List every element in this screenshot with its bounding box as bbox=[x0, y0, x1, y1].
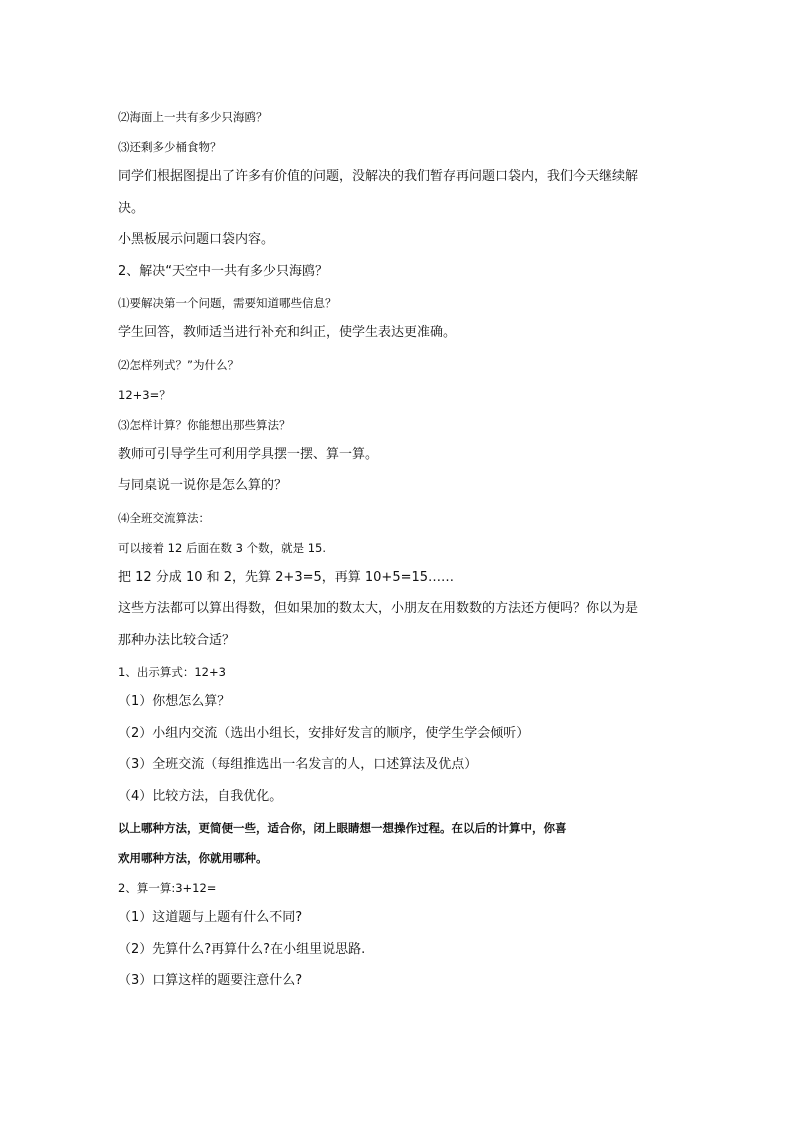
paragraph-line: 把 12 分成 10 和 2，先算 2+3=5，再算 10+5=15…… bbox=[118, 569, 455, 585]
paragraph-line: 教师可引导学生可利用学具摆一摆、算一算。 bbox=[118, 446, 379, 462]
paragraph-line: 决。 bbox=[118, 200, 145, 216]
paragraph-line: 小黑板展示问题口袋内容。 bbox=[118, 232, 275, 247]
list-item: （2）小组内交流（选出小组长，安排好发言的顺序，使学生学会倾听） bbox=[118, 725, 530, 741]
section-heading: 2、算一算:3+12= bbox=[118, 881, 217, 895]
paragraph-line: 这些方法都可以算出得数，但如果加的数太大，小朋友在用数数的方法还方便吗？你以为是 bbox=[118, 601, 639, 616]
paragraph-line: 与同桌说一说你是怎么算的？ bbox=[118, 478, 288, 493]
section-heading: 1、出示算式：12+3 bbox=[118, 665, 226, 679]
list-item: （3）口算这样的题要注意什么? bbox=[118, 973, 303, 988]
question-3-line: ⑶还剩多少桶食物？ bbox=[118, 140, 222, 154]
list-item: （2）先算什么?再算什么?在小组里说思路. bbox=[118, 941, 366, 957]
list-item: （4）比较方法，自我优化。 bbox=[118, 788, 283, 804]
paragraph-line: 那种办法比较合适？ bbox=[118, 632, 236, 648]
section-heading: 2、解决“天空中一共有多少只海鸥？ bbox=[118, 263, 329, 279]
sub-question-line: ⑶怎样计算？你能想出那些算法？ bbox=[118, 417, 291, 432]
list-item: （1）你想怎么算？ bbox=[118, 694, 231, 709]
list-item: （1）这道题与上题有什么不同? bbox=[118, 910, 303, 925]
equation-line: 12+3=？ bbox=[118, 387, 171, 402]
bold-paragraph-line: 欢用哪种方法，你就用哪种。 bbox=[118, 851, 268, 865]
question-2-line: ⑵海面上一共有多少只海鸥？ bbox=[118, 110, 268, 124]
bold-paragraph-line: 以上哪种方法，更简便一些，适合你，闭上眼睛想一想操作过程。在以后的计算中，你喜 bbox=[118, 821, 567, 835]
document-body bbox=[118, 104, 688, 1000]
sub-question-line: ⑷全班交流算法： bbox=[118, 510, 210, 525]
sub-question-line: ⑵怎样列式？”为什么？ bbox=[118, 357, 239, 372]
paragraph-line: 可以接着 12 后面在数 3 个数，就是 15. bbox=[118, 540, 327, 555]
paragraph-line: 学生回答，教师适当进行补充和纠正，使学生表达更准确。 bbox=[118, 325, 457, 340]
sub-question-line: ⑴要解决第一个问题，需要知道哪些信息？ bbox=[118, 296, 337, 310]
list-item: （3）全班交流（每组推选出一名发言的人，口述算法及优点） bbox=[118, 757, 478, 772]
paragraph-line: 同学们根据图提出了许多有价值的问题，没解决的我们暂存再问题口袋内，我们今天继续解 bbox=[118, 169, 639, 184]
